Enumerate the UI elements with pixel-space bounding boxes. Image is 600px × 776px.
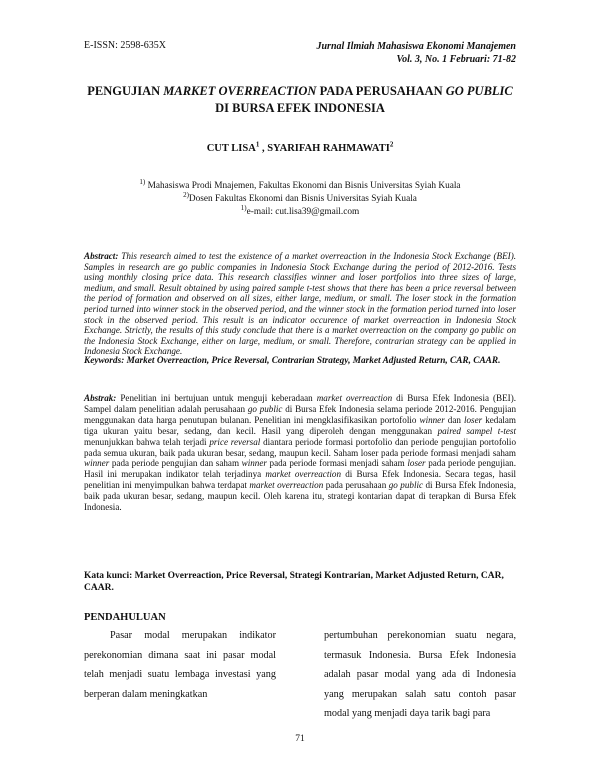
title-part-1: PENGUJIAN <box>87 84 164 98</box>
abs-id-s1-i: market overreaction <box>316 393 393 403</box>
author-2-sup: 2 <box>389 140 394 149</box>
affiliation-2 <box>84 190 516 206</box>
abs-id-s12-i: go public <box>388 480 424 491</box>
email-line <box>84 203 516 219</box>
abs-id-s9-i: loser <box>407 458 426 469</box>
abs-id-s4-i: loser <box>463 414 483 425</box>
abs-id-s8-i: winner <box>241 458 267 469</box>
abs-id-s8: pada periode pengujian dan saham <box>109 458 242 469</box>
email-sup: 1) <box>240 203 247 212</box>
intro-paragraph-right: pertumbuhan perekonomian suatu negara, termasuk Indonesia. Bursa Efek Indonesia adalah pasar modal yang ada di Indonesia yang merupakan salah satu contoh pasar modal yang menjadi daya tarik bagi para <box>324 630 516 719</box>
title-part-5: DI BURSA EFEK INDONESIA <box>215 101 385 115</box>
abs-id-s9: pada periode formasi menjadi saham <box>266 458 408 469</box>
journal-header <box>316 40 516 66</box>
abs-id-s3: di Bursa Efek Indonesia selama periode 2012-2016. Pengujian menggunakan data harga penutupan bulanan. Penelitian ini mengklasifikasikan portofolio <box>84 403 516 425</box>
abs-id-s5-i: paired sampel t-test <box>437 425 516 436</box>
abs-id-s11: di Bursa Efek Indonesia. Secara tegas, hasil penelitian ini menyimpulkan bahwa terdapat <box>84 469 516 491</box>
body-column-right <box>324 626 516 724</box>
journal-name: Jurnal Ilmiah Mahasiswa Ekonomi Manajemen <box>316 41 516 52</box>
abs-id-s12: pada perusahaan <box>323 480 389 491</box>
email-text: e-mail: cut.lisa39@gmail.com <box>246 207 360 217</box>
abs-id-s5: kedalam tiga ukuran yaitu besar, sedang, dan kecil. Hasil yang diperoleh dengan menggunakan <box>84 414 516 436</box>
abs-id-s11-i: market overreaction <box>249 480 324 491</box>
abs-id-s10-i: market overreaction <box>265 469 341 480</box>
abs-id-s1: Penelitian ini bertujuan untuk menguji keberadaan <box>116 393 317 403</box>
abs-id-s7: diantara periode formasi portofolio dan periode pengujian portofolio pada semua ukuran, baik pada ukuran besar, sedang, maupun kecil. Saham loser pada periode formasi menjadi saham <box>84 436 516 458</box>
affiliation-1-sup: 1) <box>139 177 146 186</box>
intro-paragraph-left: Pasar modal merupakan indikator perekonomian dimana saat ini pasar modal telah menjadi suatu lembaga investasi yang berperan dalam meningkatkan <box>84 630 276 700</box>
author-list <box>84 140 516 154</box>
paper-title <box>84 83 516 117</box>
author-1-sup: 1 <box>255 140 260 149</box>
author-separator: , <box>259 143 268 154</box>
title-part-2: MARKET OVERREACTION <box>163 84 317 98</box>
author-1: CUT LISA <box>206 143 256 154</box>
abs-id-s2-i: go public <box>247 403 283 414</box>
affiliation-2-sup: 2) <box>183 190 189 199</box>
abstract-indonesian <box>84 393 516 513</box>
affiliation-2-text: Dosen Fakultas Ekonomi dan Bisnis Universitas Syiah Kuala <box>188 194 417 204</box>
author-2: SYARIFAH RAHMAWATI <box>267 143 390 154</box>
abstract-english <box>84 251 516 357</box>
title-part-3: PADA PERUSAHAAN <box>316 84 446 98</box>
abstract-english-label: Abstract: <box>84 251 119 261</box>
page-number: 71 <box>295 734 305 744</box>
journal-volume: Vol. 3, No. 1 Februari: 71-82 <box>396 54 516 65</box>
abstract-english-text: This research aimed to test the existence of a market overreaction in the Indonesia Stock Exchange (BEI). Samples in research are go public companies in Indonesia Stock Exchange during the period of 2012-2016. Tests using monthly closing price data. This research classifies winner and loser portfolios into three sizes of large, medium, and small. Result obtained by using paired sample t-test shows that there has been a price reversal between the period of formation and observed on all sizes, either large, medium, or small. The loser stock in the formation period turned into winner stock in the observed period, and the winner stock in the formation period turned into loser stock in the observed period. This result is an indicator occurence of market overreaction in Indonesia Stock Exchange. Strictly, the results of this study conclude that there is a market overreaction on the company go public on the Indonesia Stock Exchange, either on large, medium, or small. Therefore, contrarian strategy can be applied in Indonesia Stock Exchange. <box>84 251 516 357</box>
abs-id-s13: di Bursa Efek Indonesia, baik pada ukuran besar, sedang, maupun kecil. Oleh karena itu, strategi kontarian dapat di terapkan di Bursa Efek Indonesia. <box>84 480 516 513</box>
abs-id-s3-i: winner <box>419 414 445 425</box>
abs-id-s4: dan <box>444 414 464 425</box>
abs-id-s6-i: price reversal <box>209 436 261 447</box>
abs-id-s10: pada periode pengujian. Hasil ini merupakan indikator telah terjadinya <box>84 458 517 480</box>
affiliation-1-text: Mahasiswa Prodi Mnajemen, Fakultas Ekonomi dan Bisnis Universitas Syiah Kuala <box>145 181 461 191</box>
title-part-4: GO PUBLIC <box>445 84 513 98</box>
abs-id-s6: menunjukkan bahwa telah terjadi <box>84 436 210 447</box>
keywords-english: Keywords: Market Overreaction, Price Reversal, Contrarian Strategy, Market Adjusted Return, CAR, CAAR. <box>84 356 501 366</box>
issn-label: E-ISSN: 2598-635X <box>84 40 166 51</box>
abstract-indonesian-label: Abstrak: <box>84 393 117 403</box>
affiliation-1 <box>84 177 516 193</box>
abs-id-s2: di Bursa Efek Indonesia (BEI). Sampel dalam penelitian adalah perusahaan <box>84 393 517 414</box>
affiliations <box>84 177 516 219</box>
abs-id-s7-i: winner <box>84 458 110 469</box>
section-heading: PENDAHULUAN <box>84 612 166 623</box>
keywords-indonesian: Kata kunci: Market Overreaction, Price Reversal, Strategi Kontrarian, Market Adjusted Return, CAR, CAAR. <box>84 571 504 593</box>
body-column-left <box>84 610 276 704</box>
